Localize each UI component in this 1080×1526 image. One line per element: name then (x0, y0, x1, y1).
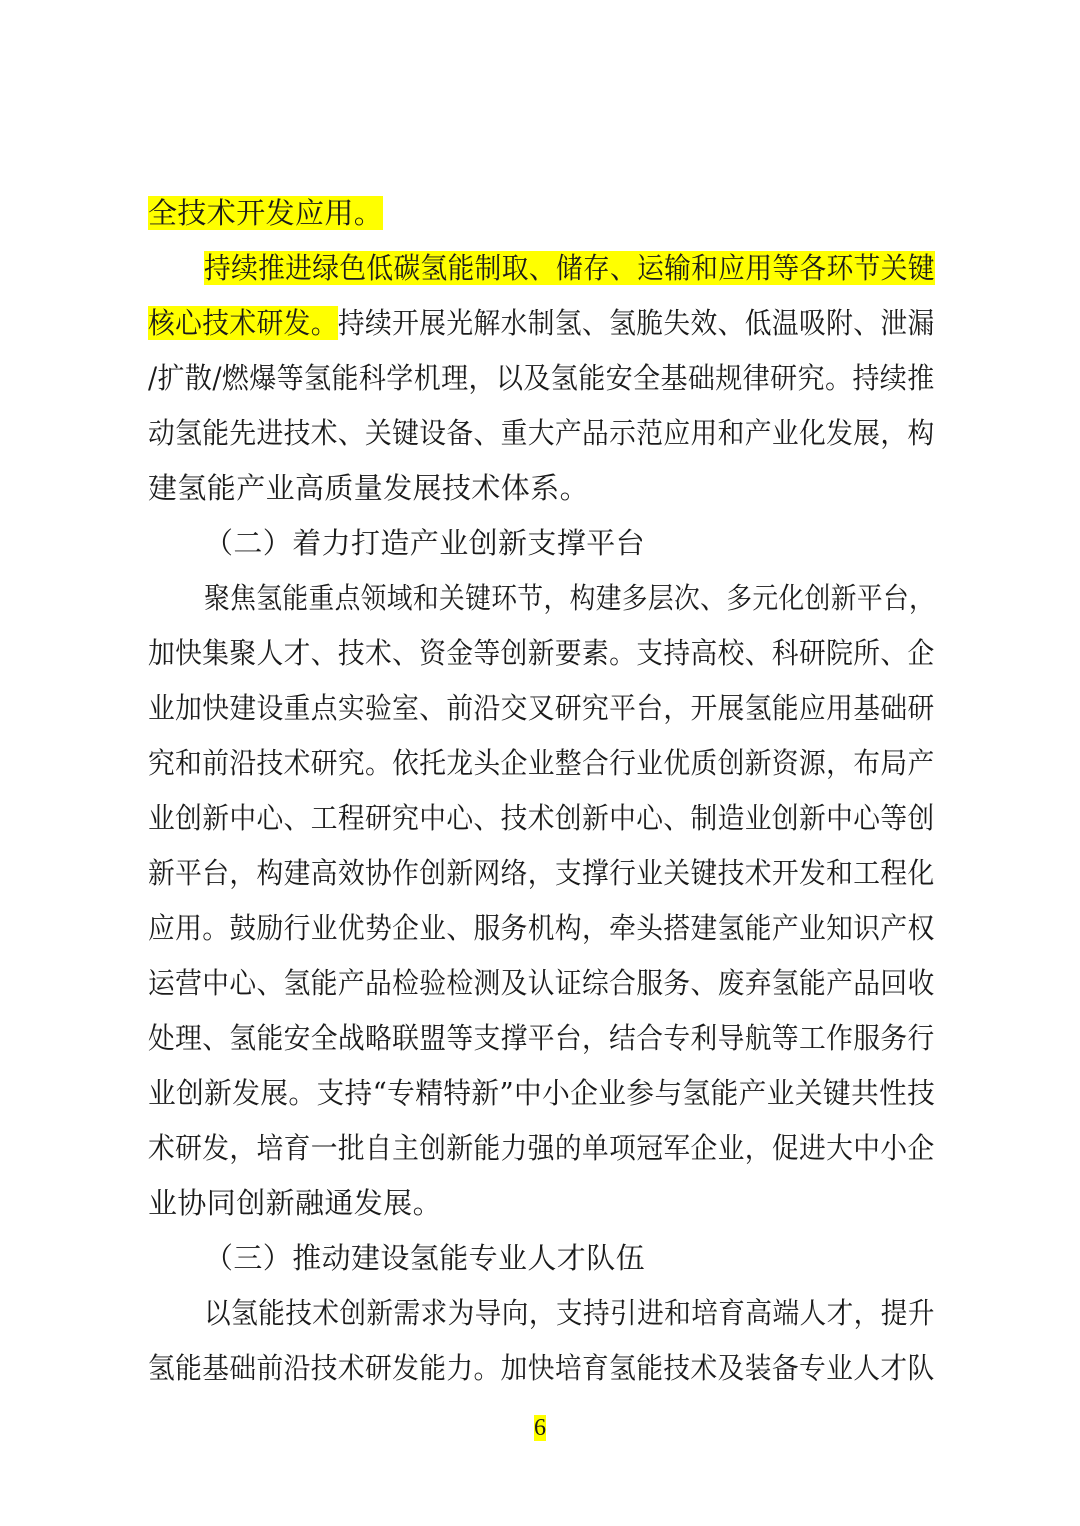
text-line (0, 963, 1080, 1003)
text-line (0, 798, 1080, 838)
highlighted-text: 全技术开发应用。 (148, 196, 384, 230)
text-line (0, 633, 1080, 673)
body-text: 究和前沿技术研究。依托龙头企业整合行业优质创新资源，布局产 (148, 746, 935, 780)
body-text: 动氢能先进技术、关键设备、重大产品示范应用和产业化发展，构 (148, 416, 935, 450)
text-line (0, 743, 1080, 783)
body-text: 业协同创新融通发展。 (148, 1186, 443, 1220)
body-text: 加快集聚人才、技术、资金等创新要素。支持高校、科研院所、企 (148, 636, 935, 670)
page-number-text: 6 (534, 1415, 546, 1441)
body-text: 新平台，构建高效协作创新网络，支撑行业关键技术开发和工程化 (148, 856, 935, 890)
highlighted-text: 核心技术研发。 (148, 306, 338, 340)
text-line (0, 413, 1080, 453)
body-text: 应用。鼓励行业优势企业、服务机构，牵头搭建氢能产业知识产权 (148, 911, 935, 945)
text-line (0, 908, 1080, 948)
text-line (0, 193, 1080, 233)
section-heading (0, 523, 1080, 563)
text-line (0, 1073, 1080, 1113)
text-line (0, 578, 1080, 618)
body-text: 建氢能产业高质量发展技术体系。 (148, 471, 590, 505)
page-number (0, 1413, 1080, 1443)
body-text: 业创新发展。支持“专精特新”中小企业参与氢能产业关键共性技 (148, 1076, 936, 1110)
section-heading (0, 1238, 1080, 1278)
body-text: 以氢能技术创新需求为导向，支持引进和培育高端人才，提升 (204, 1296, 935, 1330)
heading-text: （三）推动建设氢能专业人才队伍 (204, 1241, 646, 1275)
text-line (0, 1348, 1080, 1388)
text-line (0, 1293, 1080, 1333)
text-line (0, 303, 1080, 343)
text-line (0, 853, 1080, 893)
text-line (0, 248, 1080, 288)
body-text: 业加快建设重点实验室、前沿交叉研究平台，开展氢能应用基础研 (148, 691, 935, 725)
body-text: 术研发，培育一批自主创新能力强的单项冠军企业，促进大中小企 (148, 1131, 935, 1165)
text-line (0, 1183, 1080, 1223)
text-line (0, 1128, 1080, 1168)
text-line (0, 1018, 1080, 1058)
body-text: 运营中心、氢能产品检验检测及认证综合服务、废弃氢能产品回收 (148, 966, 935, 1000)
body-text: 氢能基础前沿技术研发能力。加快培育氢能技术及装备专业人才队 (148, 1351, 935, 1385)
body-text: /扩散/燃爆等氢能科学机理，以及氢能安全基础规律研究。持续推 (148, 361, 935, 395)
body-text: 处理、氢能安全战略联盟等支撑平台，结合专利导航等工作服务行 (148, 1021, 935, 1055)
body-text: 业创新中心、工程研究中心、技术创新中心、制造业创新中心等创 (148, 801, 935, 835)
heading-text: （二）着力打造产业创新支撑平台 (204, 526, 646, 560)
body-text: 聚焦氢能重点领域和关键环节，构建多层次、多元化创新平台， (204, 581, 936, 615)
highlighted-text: 持续推进绿色低碳氢能制取、储存、运输和应用等各环节关键 (204, 251, 935, 285)
text-line (0, 358, 1080, 398)
text-line (0, 688, 1080, 728)
body-text: 持续开展光解水制氢、氢脆失效、低温吸附、泄漏 (337, 306, 935, 340)
text-line (0, 468, 1080, 508)
